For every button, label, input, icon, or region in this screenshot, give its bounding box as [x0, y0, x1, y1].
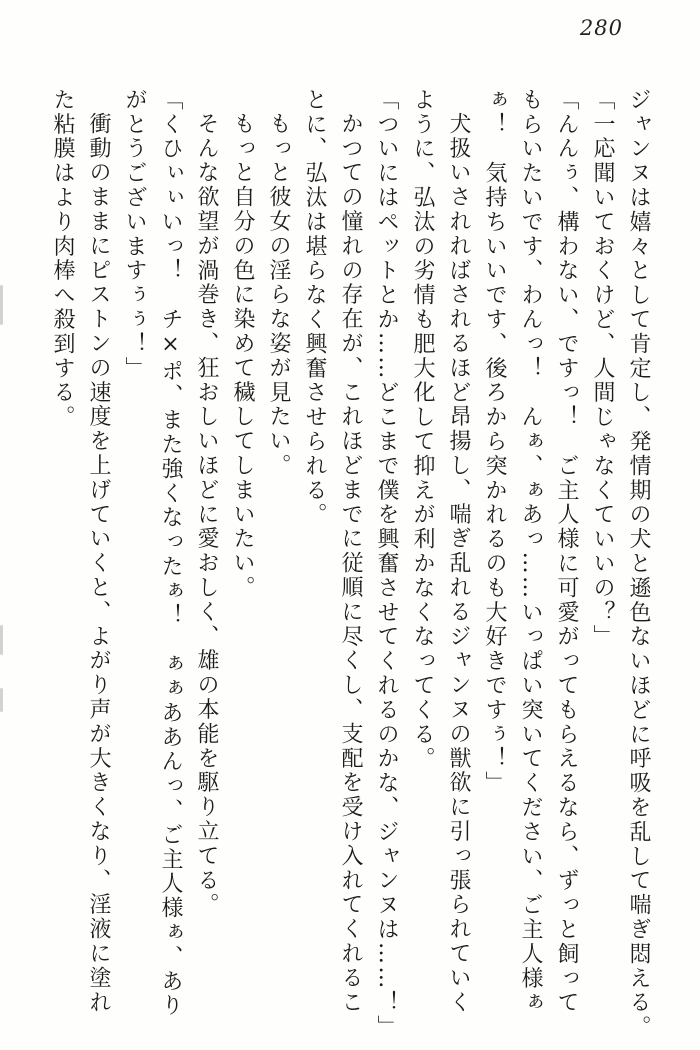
- text-line: 「んんぅ、構わない、ですっ！ ご主人様に可愛がってもらえるなら、ずっと飼って: [554, 88, 579, 1016]
- text-line: もらいたいです、わんっ！ んぁ、ぁあっ……いっぱい突いてください、ご主人様ぁ: [518, 88, 543, 1016]
- scan-artifact: [0, 625, 3, 655]
- text-line: 衝動のままにピストンの速度を上げていくと、よがり声が大きくなり、淫液に塗れ: [86, 112, 111, 1015]
- text-line: 「くひぃぃいっ！ チ×ポ、また強くなったぁ！ ぁぁああんっ、ご主人様ぁ、あり: [158, 88, 183, 1019]
- text-line: た粘膜はより肉棒へ殺到する。: [50, 88, 75, 430]
- text-line: 犬扱いされればされるほど昂揚し、喘ぎ乱れるジャンヌの獣欲に引っ張られていく: [446, 112, 471, 1015]
- text-line: とに、弘汰は堪らなく興奮させられる。: [302, 88, 327, 528]
- text-line: かつての憧れの存在が、これほどまでに従順に尽くし、支配を受け入れてくれるこ: [338, 112, 363, 1015]
- page-number: 280: [579, 16, 623, 40]
- text-line: もっと彼女の淫らな姿が見たい。: [266, 112, 291, 478]
- scan-artifact: [0, 285, 3, 325]
- text-line: がとうございますぅぅ！」: [122, 88, 147, 381]
- text-block: [44, 88, 656, 1040]
- text-line: ぁ！ 気持ちいいです、後ろから突かれるのも大好きですぅ！」: [482, 88, 507, 796]
- text-line: 「一応聞いておくけど、人間じゃなくていいの？」: [590, 88, 615, 650]
- text-line: もっと自分の色に染めて穢してしまいたい。: [230, 112, 255, 600]
- scan-artifact: [0, 688, 3, 712]
- text-line: 「ついにはペットとか……どこまで僕を興奮させてくれるのかな、ジャンヌは……！」: [374, 88, 399, 1040]
- text-line: そんな欲望が渦巻き、狂おしいほどに愛おしく、雄の本能を駆り立てる。: [194, 112, 219, 918]
- text-line: ように、弘汰の劣情も肥大化して抑えが利かなくなってくる。: [410, 88, 435, 772]
- text-line: ジャンヌは嬉々として肯定し、発情期の犬と遜色ないほどに呼吸を乱して喘ぎ悶える。: [626, 88, 651, 1040]
